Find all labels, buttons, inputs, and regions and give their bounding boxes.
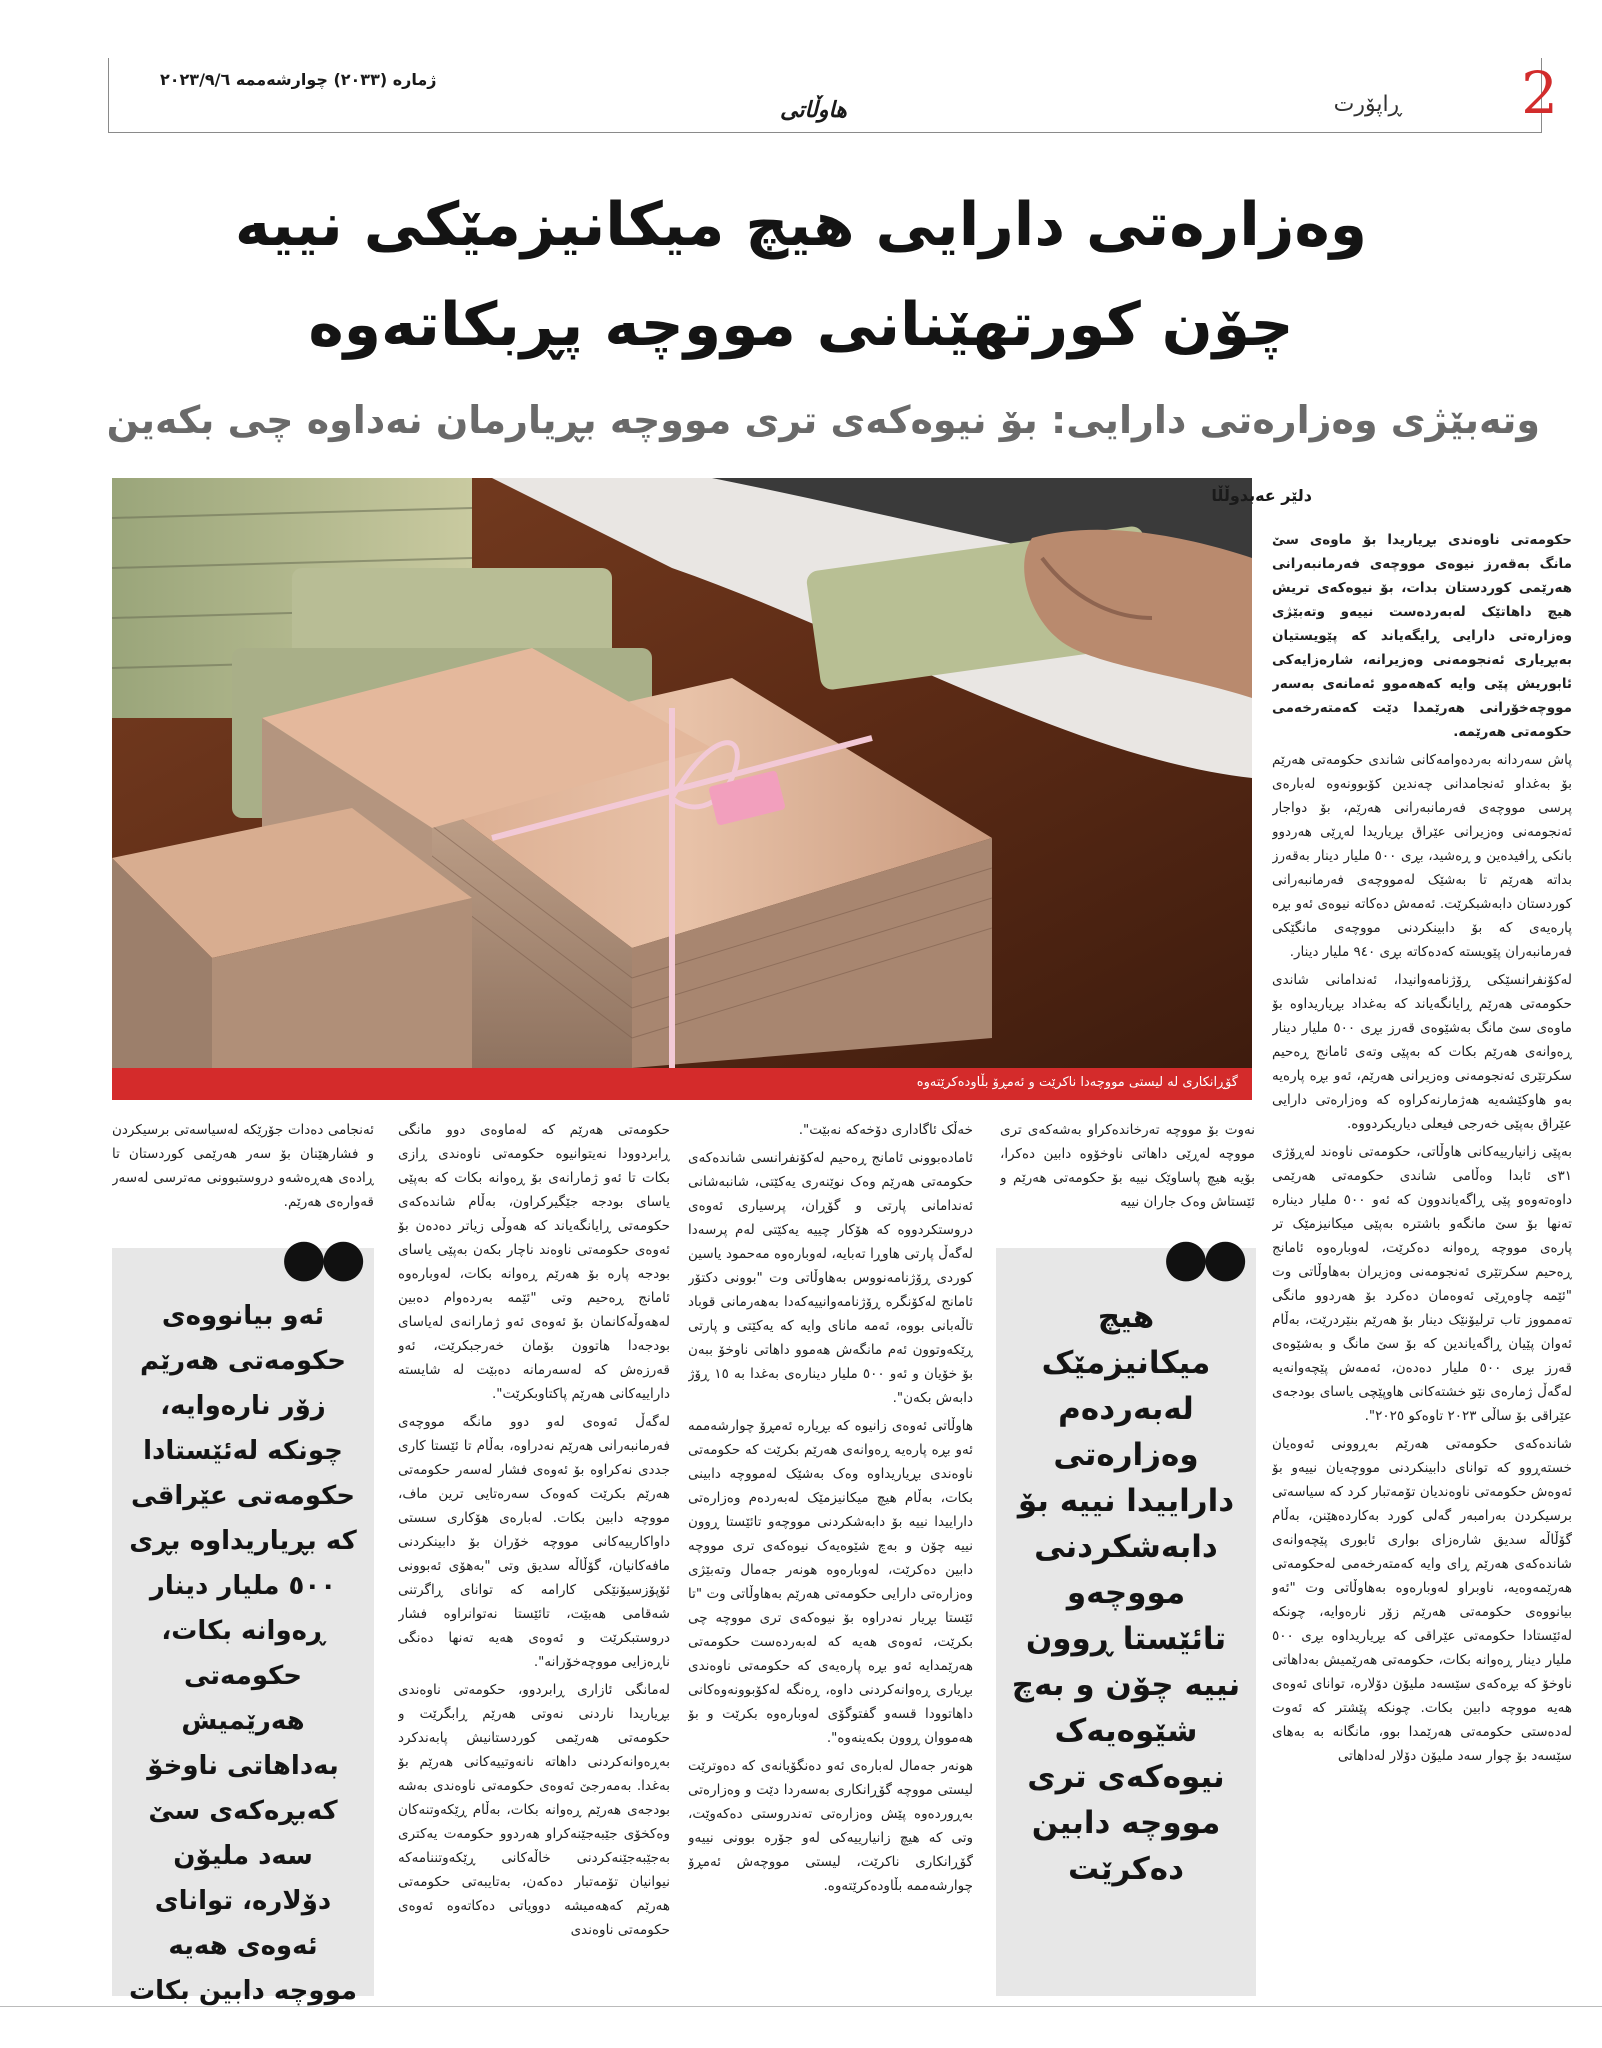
photo-caption-bar (112, 1068, 1252, 1100)
article-column-d (112, 1118, 374, 1238)
body-paragraph: شاندەکەی حکومەتی هەرێم بەڕوونی ئەوەیان خستەڕوو کە توانای دابینکردنی مووچەیان نییەو بۆ ئەوەش حکومەتی ناوەندیان تۆمەتبار کرد کە سیاسەتی برسیکردن بەرامبەر گەلی کورد بەکاردەهێنن، بەڵام گۆڵاڵە سدیق شارەزای بواری ئابوری پێچەوانەی شاندەکەی هەرێم ڕای وایە کەمتەرخەمی لەحکومەتی هەرێمەوەیە، ناوبراو لەوبارەوە بەهاوڵاتی وت "ئەو بیانووەی حکومەتی هەرێم زۆر نارەوایە، چونکە لەئێستادا حکومەتی عێراقی کە بڕیاریداوە بڕی ٥٠٠ ملیار دینار ڕەوانە بکات، حکومەتی هەرێمیش بەداهاتی ناوخۆ کە بڕەکەی سێسەد ملیۆن دۆلارە، توانای ئەوەی هەیە مووچە دابین بکات. چونکە پێشتر کە ئەوت لەدەستی حکومەتی هەرێمدا بوو، مانگانە بە بەهای سێسەد بۆ چوار سەد ملیۆن دۆلار لەداهاتی (1272, 1436, 1572, 1764)
subheadline: وتەبێژی وەزارەتی دارایی: بۆ نیوەکەی تری مووچە بڕیارمان نەداوە چی بکەین (106, 398, 1540, 442)
body-paragraph: پاش سەردانە بەردەوامەکانی شاندی حکومەتی هەرێم بۆ بەغداو ئەنجامدانی چەندین کۆبوونەوە لەبارەی پرسی مووچەی فەرمانبەرانی هەرێم، بۆ دواجار ئەنجومەنی وەزیرانی عێراق بڕیاریدا لەڕێی هەردوو بانکی ڕافیدەین و ڕەشید، بڕی ٥٠٠ ملیار دینار بەقەرز بداتە هەرێم تا بەشێک لەمووچەی فەرمانبەرانی کوردستان دابەشبکرێت. ئەمەش دەکاتە نیوەی ئەو بڕە پارەیەی کە بۆ دابینکردنی مووچەی مانگێکی فەرمانبەران پێویستە کەدەکاتە بڕی ٩٤٠ ملیار دینار. (1272, 752, 1572, 960)
pull-quote-mechanism (996, 1228, 1256, 1996)
body-paragraph: لەکۆنفرانسێکی ڕۆژنامەوانیدا، ئەندامانی شاندی حکومەتی هەرێم ڕایانگەیاند کە بەغداد بڕیاریداوە بۆ ماوەی سێ مانگ بەشێوەی قەرز بڕی ٥٠٠ ملیار دینار ڕەوانەی هەرێم بکات کە بەپێی وتەی ئامانج ڕەحیم سکرتێری ئەنجومەنی وەزیرانی هەرێم، ئەو بڕە پارەیە بەو هاوکێشەیە هەژمارنەکراوە کە وەزارەتی دارایی عێراق بەپێی خەرجی فیعلی دیاریکردووە. (1272, 972, 1572, 1132)
quote-marks-icon: ●● (281, 1228, 360, 1288)
headline-line-1: وەزارەتی دارایی هیچ میکانیزمێکی نییە (234, 190, 1368, 260)
body-paragraph: ئامادەبوونی ئامانج ڕەحیم لەکۆنفرانسی شاندەکەی حکومەتی هەرێم وەک نوێنەری یەکێتی، شانبەشانی ئەندامانی پارتی و گۆڕان، پرسیاری ئەوەی دروستکردووە کە هۆکار چییە یەکێتی لەم پرسەدا لەگەڵ پارتی هاوڕا تەبایە، لەوبارەوە مەحمود یاسین کوردی ڕۆژنامەنووس بەهاوڵاتی وت "بوونی دکتۆر ئامانج لەکۆنگرە ڕۆژنامەوانییەکەدا بەهەرمانی قوباد تاڵەبانی بووە، ئەمە مانای وایە کە یەکێتی و پارتی ڕێکەوتوون ئەم مانگەش هەموو داهاتی ناوخۆ ببەن بۆ خۆیان و ئەو ٥٠٠ ملیار دینارەی بەغدا بە ١٥ ڕۆژ دابەش بکەن". (688, 1150, 973, 1406)
footer-rule (0, 2006, 1602, 2007)
body-paragraph: حکومەتی هەرێم کە لەماوەی دوو مانگی ڕابردوودا نەیتوانیوە حکومەتی ناوەندی ڕازی بکات تا ئەو ژمارانەی بۆ ڕەوانە بکات کە بەپێی یاسای بودجە جێگیرکراون، بەڵام شاندەکەی حکومەتی ڕایانگەیاند کە هەوڵی زیاتر دەدەن بۆ ئەوەی حکومەتی ناوەند ناچار بکەن بەپێی یاسای بودجە پارە بۆ هەرێم ڕەوانە بکات، لەوبارەوە ئامانج ڕەحیم وتی "ئێمە بەردەوام دەبین لەهەوڵەکانمان بۆ ئەوەی ئەو ژمارانەی لەیاسای بودجەدا هاتوون بۆمان خەرجبکرێت، ئەو قەرزەش کە لەسەرمانە دەبێت لە شایستە داراییەکانی هەرێم پاکتاوبکرێت". (398, 1122, 670, 1402)
body-paragraph: ئەنجامی دەدات جۆرێکە لەسیاسەتی برسیکردن و فشارهێنان بۆ سەر هەرێمی کوردستان تا ڕادەی هەڕەشەو دروستبوونی مەترسی لەسەر قەوارەی هەرێم. (112, 1122, 374, 1210)
article-column-b (688, 1118, 973, 1978)
page-number: 2 (1521, 59, 1558, 127)
newspaper-logo: هاوڵاتی (780, 98, 847, 123)
body-paragraph: لەگەڵ ئەوەی لەو دوو مانگە مووچەی فەرمانبەرانی هەرێم نەدراوە، بەڵام تا ئێستا کاری جددی نەکراوە بۆ ئەوەی فشار لەسەر حکومەتی هەرێم بکرێت کەوەک سەرەتایی ترین ماف، مووچە دابین بکات. لەبارەی هۆکاری سستی داواکارییەکانی مووچە خۆران بۆ دابینکردنی مافەکانیان، گۆڵاڵە سدیق وتی "بەهۆی ئەبوونی ئۆپۆزسیۆنێکی کارامە کە توانای ڕاگرتنی شەقامی هەبێت، تائێستا نەتوانراوە فشار دروستبکرێت و ئەوەی هەیە تەنها دەنگی ناڕەزایی مووچەخۆرانە". (398, 1414, 670, 1670)
author-byline: دلێر عەبدوڵڵا (1211, 486, 1312, 505)
body-paragraph: هاوڵاتی ئەوەی زانیوە کە بڕیارە ئەمڕۆ چوارشەممە ئەو بڕە پارەیە ڕەوانەی هەرێم بکرێت کە حکومەتی ناوەندی بڕیاریداوە وەک بەشێک لەمووچە دابینی بکات، بەڵام هیچ میکانیزمێک لەبەردەم وەزارەتی داراییدا نییە بۆ دابەشکردنی مووچەو تائێستا ڕوون نییە چۆن و بەچ شێوەیەک نیوەکەی تری مووچە دابین دەکرێت، لەوبارەوە هونەر جەمال وتەبێژی وەزارەتی دارایی حکومەتی هەرێم بەهاوڵاتی وت "تا ئێستا بڕیار نەدراوە بۆ نیوەکەی تری مووچە چی بکرێت، ئەوەی هەیە کە لەبەردەست حکومەتی هەرێمدایە ئەو بڕە پارەیەی کە حکومەتی ناوەندی بڕیاری ڕەوانەکردنی داوە، ڕەنگە لەکۆبوونەوەکانی داهاتوودا قسەو گفتوگۆی لەوبارەوە بکرێت و بۆ هەمووان ڕوون بکەینەوە". (688, 1418, 973, 1746)
pull-quote-excuse (112, 1228, 374, 2006)
body-paragraph: هونەر جەمال لەبارەی ئەو دەنگۆیانەی کە دەوترێت لیستی مووچە گۆڕانکاری بەسەردا دێت و وەزارەتی بەڕوردەوە پێش وەزارەتی تەندروستی دەکەوێت، وتی کە هیچ زانیارییەکی لەو جۆرە بوونی نییەو گۆڕانکاری ناکرێت، لیستی مووچەش ئەمڕۆ چوارشەممە بڵاودەکرێتەوە. (688, 1758, 973, 1894)
body-paragraph: لەمانگی ئازاری ڕابردوو، حکومەتی ناوەندی بڕیاریدا ناردنی نەوتی هەرێم ڕابگرێت و حکومەتی هەرێمی کوردستانیش پابەندکرد بەڕەوانەکردنی داهاتە نانەوتییەکانی هەرێم بۆ بەغدا. بەمەرجێ ئەوەی حکومەتی ناوەندی بەشە بودجەی هەرێم ڕەوانە بکات، بەڵام ڕێکەوتنەکان وەکخۆی جێبەجێنەکراو هەردوو حکومەت یەکتری بەجێبەجێنەکردنی خاڵەکانی ڕێکەوتننامەکە نیوانیان تۆمەتبار دەکەن، بەتایبەتی حکومەتی هەرێم کەهەمیشە دوویاتی دەکاتەوە ئەوەی حکومەتی ناوەندی (398, 1682, 670, 1938)
pull-quote-text: هیچ میکانیزمێک لەبەردەم وەزارەتی داراییدا نییە بۆ دابەشکردنی مووچەو تائێستا ڕوون نییە چۆن و بەچ شێوەیەک نیوەکەی تری مووچە دابین دەکرێت (1011, 1299, 1241, 1887)
money-bundles-photo (112, 478, 1252, 1068)
body-paragraph: خەڵک ئاگاداری دۆخەکە نەبێت". (798, 1122, 973, 1138)
article-column-c (398, 1118, 670, 1978)
headline-line-2: چۆن کورتهێنانی مووچە پڕبکاتەوە (308, 290, 1294, 360)
lead-paragraph: حکومەتی ناوەندی بڕیاریدا بۆ ماوەی سێ مانگ بەقەرز نیوەی مووچەی فەرمانبەرانی هەرێمی کوردستان بدات، بۆ نیوەکەی تریش هیچ داهاتێک لەبەردەست نییەو وتەبێژی وەزارەتی دارایی ڕایگەیاند کە پێویستیان بەبڕیاری ئەنجومەنی وەزیرانە، شارەزایەکی ئابوریش پێی وایە کەهەموو ئەمانەی بەسەر مووچەخۆرانی هەرێمدا دێت کەمتەرخەمی حکومەتی هەرێمە. (1272, 532, 1572, 740)
article-column-right (1272, 528, 1572, 1996)
body-paragraph: نەوت بۆ مووچە تەرخاندەکراو بەشەکەی تری مووچە لەڕێی داهاتی ناوخۆوە دابین دەکرا، بۆیە هیچ پاساوێک نییە بۆ حکومەتی هەرێم و ئێستاش وەک جاران نییە (1000, 1122, 1255, 1210)
quote-marks-icon: ●● (1163, 1228, 1242, 1288)
pull-quote-text: ئەو بیانووەی حکومەتی هەرێم زۆر نارەوایە، چونکە لەئێستادا حکومەتی عێراقی کە بڕیاریداوە بڕی ٥٠٠ ملیار دینار ڕەوانە بکات، حکومەتی هەرێمیش بەداهاتی ناوخۆ کەبڕەکەی سێ سەد ملیۆن دۆلارە، توانای ئەوەی هەیە مووچە دابین بکات (129, 1301, 357, 2006)
body-paragraph: بەپێی زانیارییەکانی هاوڵاتی، حکومەتی ناوەند لەڕۆژی ٣١ی ئابدا وەڵامی شاندی حکومەتی هەرێمی داوەتەوەو پێی ڕاگەیاندوون کە ئەو ٥٠٠ ملیار دینارە تەنها بۆ سێ مانگەو باشترە بەپێی میکانیزمێک تر پارەی مووچە ڕەوانە دەکرێت، لەوبارەوە ئامانج ڕەحیم سکرتێری ئەنجومەنی وەزیران بەهاوڵاتی وت "ئێمە چاوەڕێی ئەوەمان دەکرد بۆ هەردوو مانگی تەممووز تاب ترلیۆنێک دینار بۆ هەرێم بنێردرێت، بەڵام ئەوان پێیان ڕاگەیاندین کە بۆ سێ مانگ و بەشێوەی قەرز بڕی ٥٠٠ ملیار دەدەن، ئەمەش پێچەوانەیە لەگەڵ ژمارەی نێو خشتەکانی هاوپێچی یاسای بودجەی عێراقی بۆ ساڵی ٢٠٢٣ تاوەکو ٢٠٢٥". (1272, 1144, 1572, 1424)
photo-caption: گۆڕانکاری لە لیستی مووچەدا ناکرێت و ئەمڕۆ بڵاودەکرێتەوە (916, 1075, 1238, 1090)
section-label: ڕاپۆرت (1333, 92, 1402, 117)
issue-date: ژمارە (٢٠٣٣) چوارشەممە ٢٠٢٣/٩/٦ (160, 70, 437, 89)
